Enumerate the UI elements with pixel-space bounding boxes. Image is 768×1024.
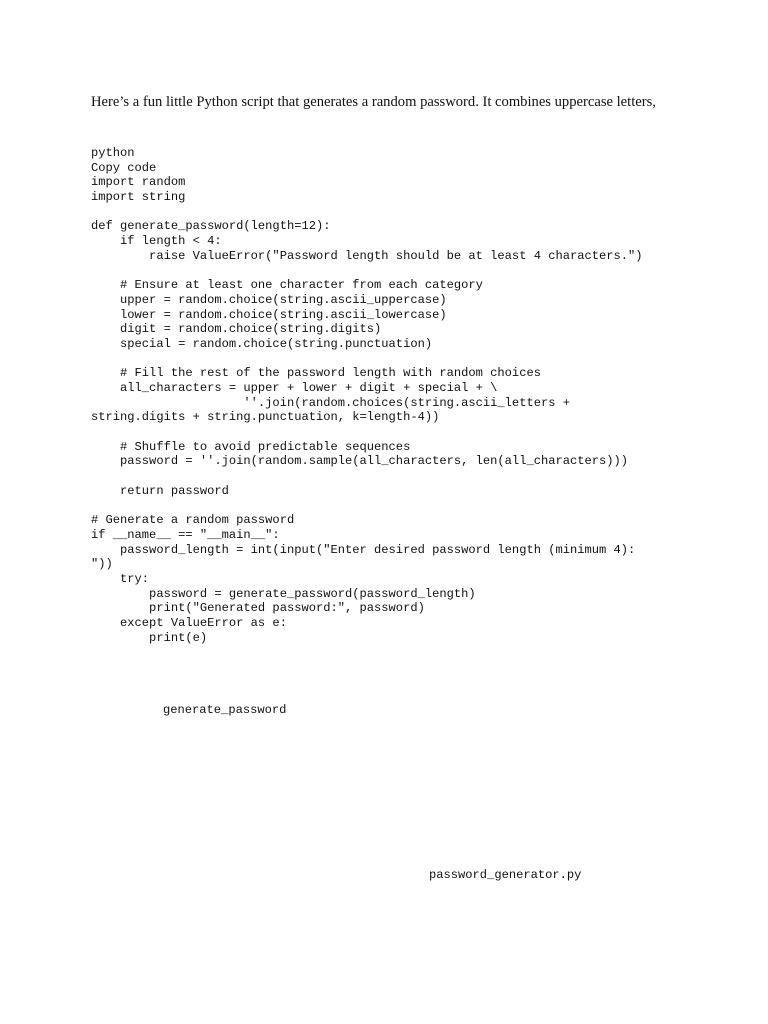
code-line: return password xyxy=(91,483,229,498)
code-line: raise ValueError("Password length should be at least 4 characters.") xyxy=(91,248,643,263)
code-line xyxy=(91,205,691,220)
code-line xyxy=(91,352,691,367)
code-line: ''.join(random.choices(string.ascii_letters + xyxy=(91,395,570,410)
code-line: if __name__ == "__main__": xyxy=(91,527,280,542)
code-line: all_characters = upper + lower + digit + special + \ xyxy=(91,381,498,395)
code-line: # Fill the rest of the password length with random choices xyxy=(91,366,541,381)
code-line: digit = random.choice(string.digits) xyxy=(91,322,382,337)
code-line: # Ensure at least one character from each category xyxy=(91,278,483,293)
code-line: print(e) xyxy=(91,630,208,645)
code-line: # Generate a random password xyxy=(91,513,295,528)
code-line: import string xyxy=(91,190,186,205)
code-line xyxy=(91,469,691,484)
code-line: python xyxy=(91,146,135,160)
function-name-label: generate_password xyxy=(163,703,287,717)
code-line: Copy code xyxy=(91,160,157,175)
code-line xyxy=(91,264,691,279)
code-line xyxy=(91,425,691,440)
code-line: def generate_password(length=12): xyxy=(91,219,331,234)
file-name-label: password_generator.py xyxy=(429,868,582,882)
code-line: upper = random.choice(string.ascii_uppercase) xyxy=(91,292,447,307)
code-line: print("Generated password:", password) xyxy=(91,601,425,616)
code-line: import random xyxy=(91,175,186,190)
code-line: string.digits + string.punctuation, k=length-4)) xyxy=(91,410,440,425)
code-block xyxy=(91,146,691,645)
intro-paragraph: Here’s a fun little Python script that generates a random password. It combines uppercase letters, xyxy=(91,94,656,110)
code-line: if length < 4: xyxy=(91,234,222,249)
code-line: password = ''.join(random.sample(all_characters, len(all_characters))) xyxy=(91,454,629,469)
code-line xyxy=(91,499,691,514)
code-line: lower = random.choice(string.ascii_lowercase) xyxy=(91,307,447,322)
code-line: password_length = int(input("Enter desired password length (minimum 4): xyxy=(91,542,636,557)
code-line: # Shuffle to avoid predictable sequences xyxy=(91,439,411,454)
code-line: special = random.choice(string.punctuation) xyxy=(91,336,433,351)
code-line: except ValueError as e: xyxy=(91,616,287,630)
code-line: password = generate_password(password_length) xyxy=(91,586,476,601)
code-line: ")) xyxy=(91,557,113,572)
code-line: try: xyxy=(91,571,150,586)
